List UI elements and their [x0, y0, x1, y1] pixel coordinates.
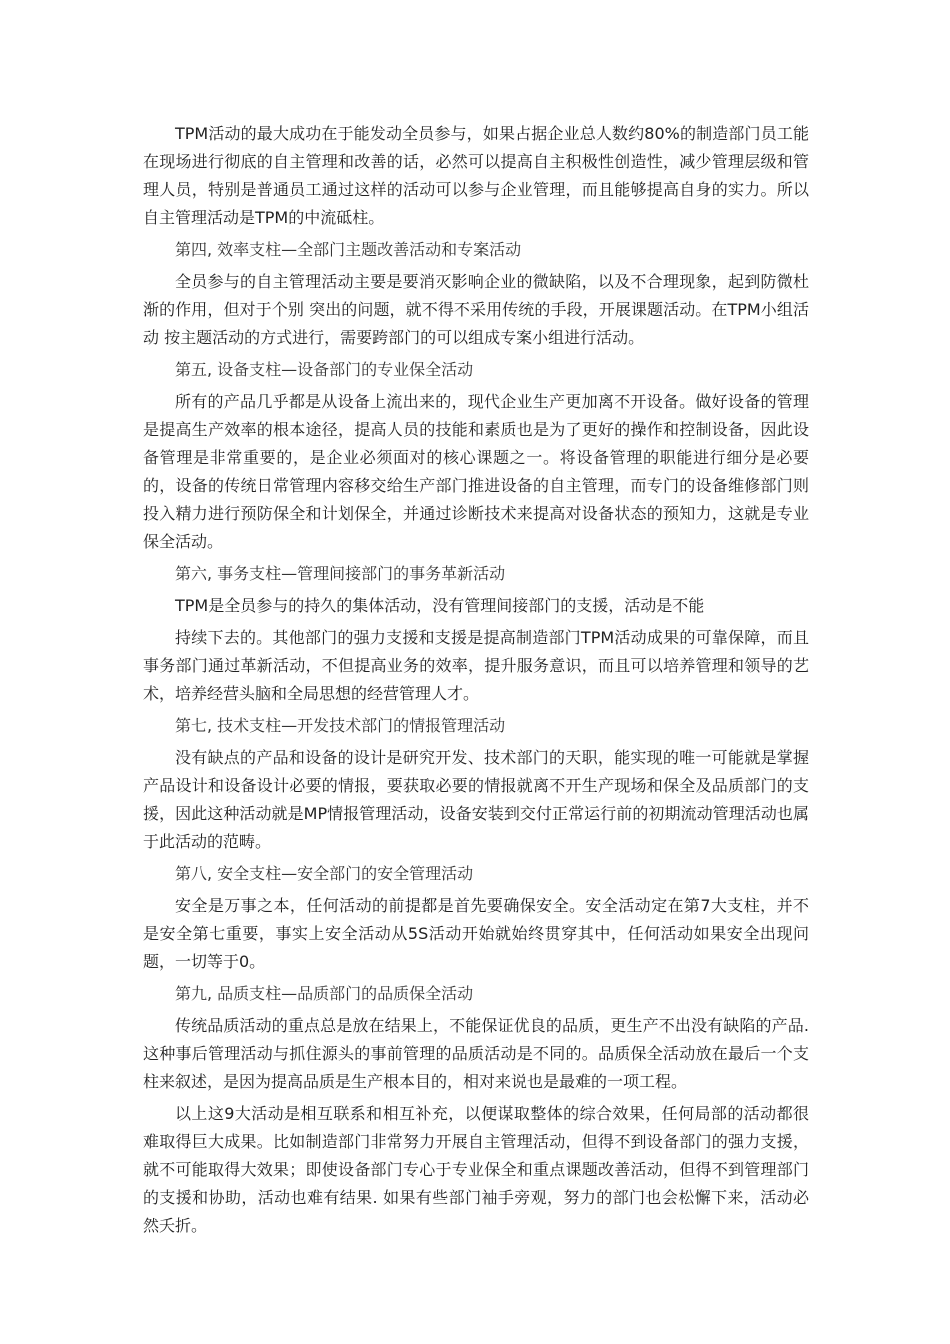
section-heading-7: 第七, 技术支柱—开发技术部门的情报管理活动: [175, 716, 506, 735]
section-heading-6: 第六, 事务支柱—管理间接部门的事务革新活动: [175, 564, 506, 583]
section-heading-8: 第八, 安全支柱—安全部门的安全管理活动: [175, 864, 474, 883]
paragraph-equipment: 所有的产品几乎都是从设备上流出来的，现代企业生产更加离不开设备。做好设备的管理是提高生产效率的根本途径，提高人员的技能和素质也是为了更好的操作和控制设备，因此设备管理是非常重要的，是企业必须面对的核心课题之一。将设备管理的职能进行细分是必要的，设备的传统日常管理内容移交给生产部门推进设备的自主管理，而专门的设备维修部门则投入精力进行预防保全和计划保全，并通过诊断技术来提高对设备状态的预知力，这就是专业保全活动。: [143, 392, 809, 551]
section-heading-5: 第五, 设备支柱—设备部门的专业保全活动: [175, 360, 474, 379]
paragraph-affairs-1: TPM是全员参与的持久的集体活动，没有管理间接部门的支援，活动是不能: [175, 596, 705, 615]
document-body: [143, 120, 809, 1244]
paragraph-efficiency: 全员参与的自主管理活动主要是要消灭影响企业的微缺陷，以及不合理现象，起到防微杜渐的作用，但对于个别 突出的问题，就不得不采用传统的手段，开展课题活动。在TPM小组活动 按主题活动的方式进行，需要跨部门的可以组成专案小组进行活动。: [143, 272, 809, 347]
section-heading-9: 第九, 品质支柱—品质部门的品质保全活动: [175, 984, 474, 1003]
paragraph-intro: TPM活动的最大成功在于能发动全员参与，如果占据企业总人数约80%的制造部门员工能在现场进行彻底的自主管理和改善的话，必然可以提高自主积极性创造性，减少管理层级和管理人员，特别是普通员工通过这样的活动可以参与企业管理，而且能够提高自身的实力。所以自主管理活动是TPM的中流砥柱。: [143, 124, 809, 227]
paragraph-technology: 没有缺点的产品和设备的设计是研究开发、技术部门的天职，能实现的唯一可能就是掌握产品设计和设备设计必要的情报，要获取必要的情报就离不开生产现场和保全及品质部门的支援，因此这种活动就是MP情报管理活动，设备安装到交付正常运行前的初期流动管理活动也属于此活动的范畴。: [143, 748, 809, 851]
paragraph-conclusion: 以上这9大活动是相互联系和相互补充，以便谋取整体的综合效果，任何局部的活动都很难取得巨大成果。比如制造部门非常努力开展自主管理活动，但得不到设备部门的强力支援，就不可能取得大效果；即使设备部门专心于专业保全和重点课题改善活动，但得不到管理部门的支援和协助，活动也难有结果. 如果有些部门袖手旁观，努力的部门也会松懈下来，活动必然夭折。: [143, 1104, 809, 1235]
paragraph-affairs-2: 持续下去的。其他部门的强力支援和支援是提高制造部门TPM活动成果的可靠保障，而且事务部门通过革新活动，不但提高业务的效率，提升服务意识，而且可以培养管理和领导的艺术，培养经营头脑和全局思想的经营管理人才。: [143, 628, 809, 703]
section-heading-4: 第四, 效率支柱—全部门主题改善活动和专案活动: [175, 240, 522, 259]
paragraph-quality: 传统品质活动的重点总是放在结果上，不能保证优良的品质，更生产不出没有缺陷的产品. 这种事后管理活动与抓住源头的事前管理的品质活动是不同的。品质保全活动放在最后一个支柱来叙述，是因为提高品质是生产根本目的，相对来说也是最难的一项工程。: [143, 1016, 809, 1091]
paragraph-safety: 安全是万事之本，任何活动的前提都是首先要确保安全。安全活动定在第7大支柱，并不是安全第七重要，事实上安全活动从5S活动开始就始终贯穿其中，任何活动如果安全出现问题，一切等于0。: [143, 896, 809, 971]
